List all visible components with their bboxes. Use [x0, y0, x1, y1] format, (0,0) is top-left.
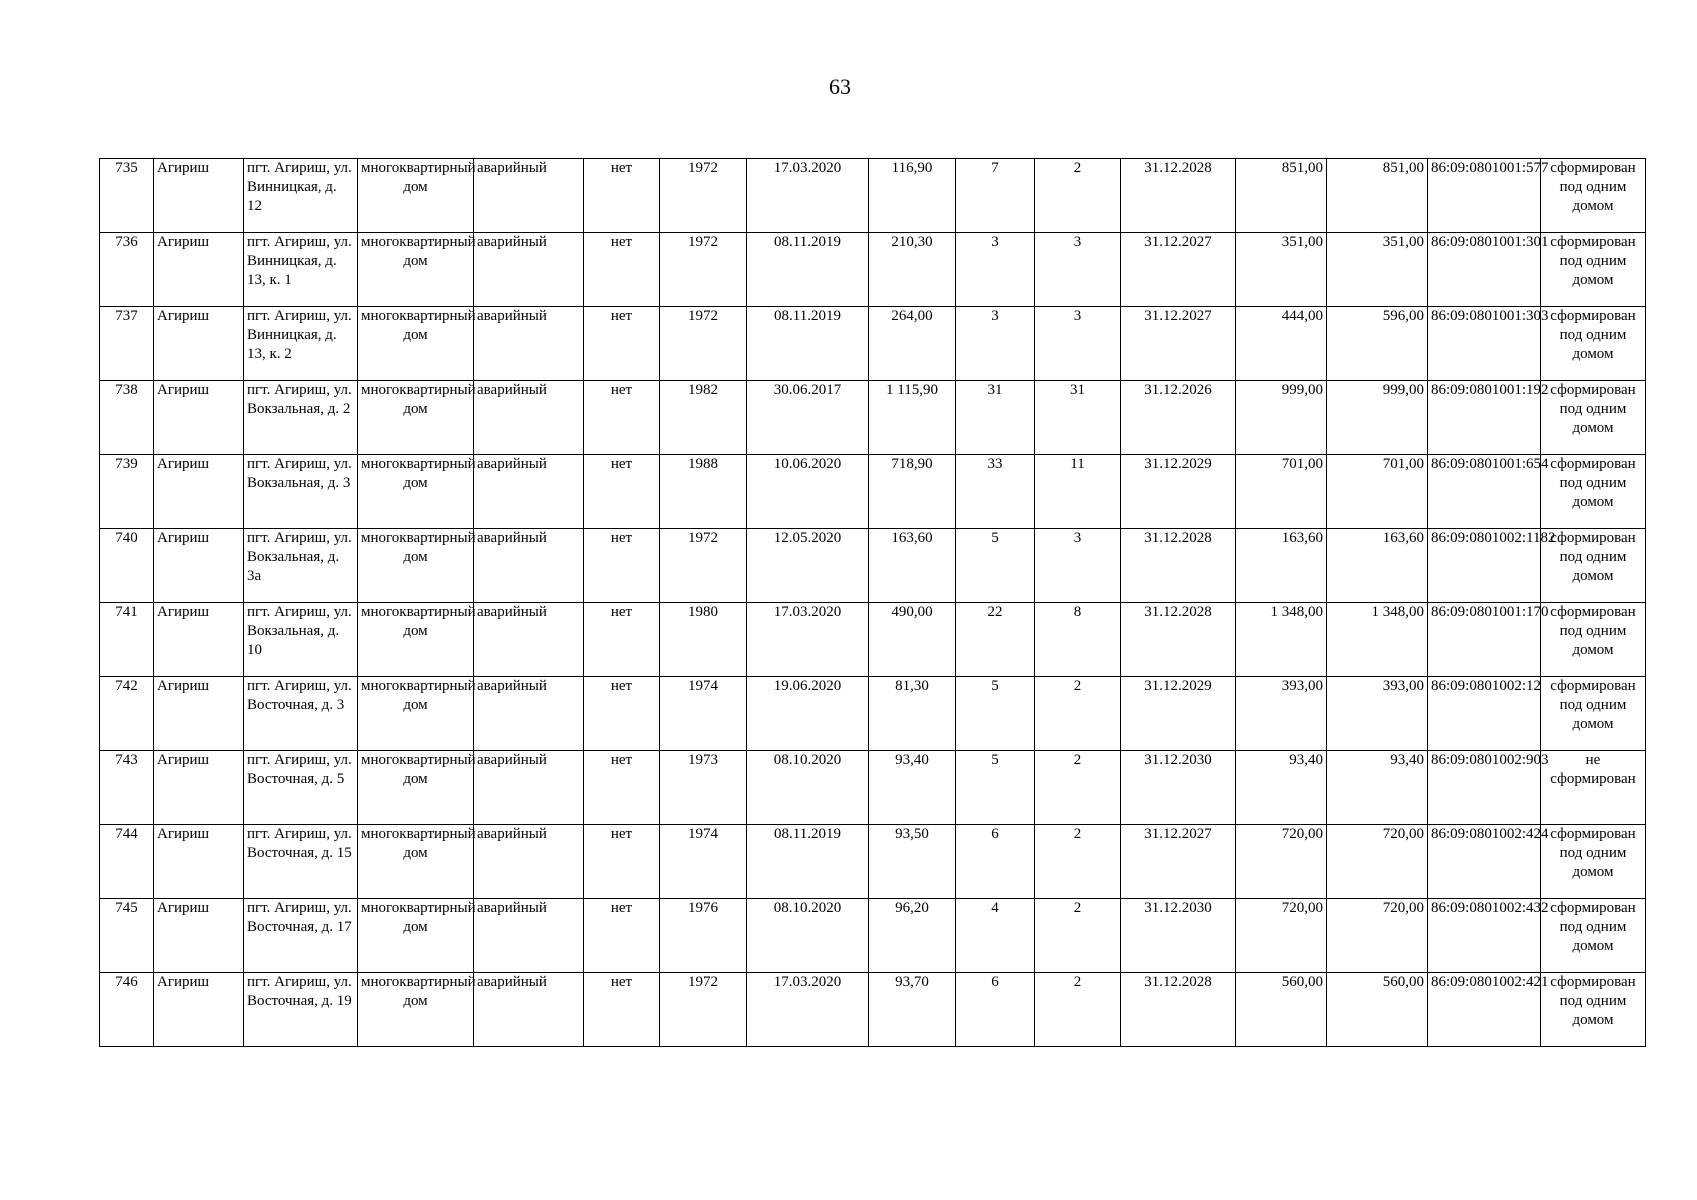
cell-building-type: многоквартирный дом — [358, 973, 474, 1047]
cell-apartments: 2 — [1035, 159, 1121, 233]
cell-flag: нет — [584, 825, 660, 899]
cell-row-number: 740 — [100, 529, 154, 603]
cell-address: пгт. Агириш, ул. Винницкая, д. 12 — [244, 159, 358, 233]
cell-address: пгт. Агириш, ул. Вокзальная, д. 3 — [244, 455, 358, 529]
cell-area: 1 115,90 — [869, 381, 956, 455]
table-body — [100, 159, 1646, 1047]
cell-condition: аварийный — [474, 307, 584, 381]
cell-address: пгт. Агириш, ул. Восточная, д. 17 — [244, 899, 358, 973]
cell-row-number: 738 — [100, 381, 154, 455]
table-row — [100, 603, 1646, 677]
cell-build-year: 1972 — [660, 307, 747, 381]
cell-building-type: многоквартирный дом — [358, 455, 474, 529]
cell-cadastral-number: 86:09:0801002:432 — [1428, 899, 1541, 973]
cell-cadastral-number: 86:09:0801001:303 — [1428, 307, 1541, 381]
cell-apartments: 2 — [1035, 973, 1121, 1047]
cell-residents: 3 — [956, 233, 1035, 307]
cell-recognition-date: 08.11.2019 — [747, 825, 869, 899]
cell-cadastral-number: 86:09:0801002:424 — [1428, 825, 1541, 899]
cell-build-year: 1988 — [660, 455, 747, 529]
cell-flag: нет — [584, 973, 660, 1047]
cell-value-a: 851,00 — [1236, 159, 1327, 233]
cell-build-year: 1974 — [660, 677, 747, 751]
cell-condition: аварийный — [474, 159, 584, 233]
cell-settlement: Агириш — [154, 529, 244, 603]
page-number: 63 — [829, 74, 851, 99]
cell-settlement: Агириш — [154, 233, 244, 307]
cell-relocation-deadline: 31.12.2030 — [1121, 899, 1236, 973]
cell-building-type: многоквартирный дом — [358, 677, 474, 751]
cell-relocation-deadline: 31.12.2027 — [1121, 825, 1236, 899]
cell-relocation-deadline: 31.12.2026 — [1121, 381, 1236, 455]
cell-land-status: сформирован под одним домом — [1541, 307, 1646, 381]
cell-build-year: 1973 — [660, 751, 747, 825]
cell-condition: аварийный — [474, 455, 584, 529]
cell-apartments: 2 — [1035, 751, 1121, 825]
cell-land-status: сформирован под одним домом — [1541, 233, 1646, 307]
cell-cadastral-number: 86:09:0801001:170 — [1428, 603, 1541, 677]
cell-building-type: многоквартирный дом — [358, 751, 474, 825]
table-row — [100, 159, 1646, 233]
cell-settlement: Агириш — [154, 825, 244, 899]
cell-recognition-date: 12.05.2020 — [747, 529, 869, 603]
cell-apartments: 8 — [1035, 603, 1121, 677]
cell-flag: нет — [584, 603, 660, 677]
cell-building-type: многоквартирный дом — [358, 159, 474, 233]
cell-residents: 31 — [956, 381, 1035, 455]
table-row — [100, 973, 1646, 1047]
cell-value-b: 351,00 — [1327, 233, 1428, 307]
cell-row-number: 737 — [100, 307, 154, 381]
table-row — [100, 307, 1646, 381]
cell-value-b: 93,40 — [1327, 751, 1428, 825]
cell-condition: аварийный — [474, 233, 584, 307]
cell-value-b: 701,00 — [1327, 455, 1428, 529]
cell-condition: аварийный — [474, 899, 584, 973]
cell-condition: аварийный — [474, 381, 584, 455]
cell-building-type: многоквартирный дом — [358, 307, 474, 381]
cell-land-status: сформирован под одним домом — [1541, 677, 1646, 751]
cell-value-a: 999,00 — [1236, 381, 1327, 455]
cell-residents: 6 — [956, 825, 1035, 899]
cell-land-status: сформирован под одним домом — [1541, 973, 1646, 1047]
table-row — [100, 899, 1646, 973]
cell-area: 93,50 — [869, 825, 956, 899]
cell-apartments: 3 — [1035, 307, 1121, 381]
cell-area: 490,00 — [869, 603, 956, 677]
cell-cadastral-number: 86:09:0801002:12 — [1428, 677, 1541, 751]
cell-relocation-deadline: 31.12.2028 — [1121, 603, 1236, 677]
cell-value-a: 393,00 — [1236, 677, 1327, 751]
cell-land-status: сформирован под одним домом — [1541, 455, 1646, 529]
cell-row-number: 735 — [100, 159, 154, 233]
cell-recognition-date: 19.06.2020 — [747, 677, 869, 751]
cell-flag: нет — [584, 751, 660, 825]
cell-row-number: 743 — [100, 751, 154, 825]
cell-build-year: 1972 — [660, 233, 747, 307]
cell-address: пгт. Агириш, ул. Восточная, д. 3 — [244, 677, 358, 751]
cell-apartments: 2 — [1035, 899, 1121, 973]
cell-settlement: Агириш — [154, 159, 244, 233]
cell-address: пгт. Агириш, ул. Восточная, д. 5 — [244, 751, 358, 825]
cell-area: 96,20 — [869, 899, 956, 973]
cell-relocation-deadline: 31.12.2028 — [1121, 529, 1236, 603]
cell-row-number: 746 — [100, 973, 154, 1047]
cell-row-number: 739 — [100, 455, 154, 529]
cell-address: пгт. Агириш, ул. Винницкая, д. 13, к. 1 — [244, 233, 358, 307]
cell-address: пгт. Агириш, ул. Восточная, д. 15 — [244, 825, 358, 899]
cell-flag: нет — [584, 307, 660, 381]
cell-land-status: не сформирован — [1541, 751, 1646, 825]
table-row — [100, 233, 1646, 307]
cell-residents: 5 — [956, 529, 1035, 603]
cell-cadastral-number: 86:09:0801001:654 — [1428, 455, 1541, 529]
cell-settlement: Агириш — [154, 899, 244, 973]
cell-value-b: 596,00 — [1327, 307, 1428, 381]
cell-row-number: 742 — [100, 677, 154, 751]
cell-build-year: 1976 — [660, 899, 747, 973]
cell-building-type: многоквартирный дом — [358, 381, 474, 455]
cell-residents: 6 — [956, 973, 1035, 1047]
housing-registry-table — [99, 158, 1646, 1047]
cell-recognition-date: 08.10.2020 — [747, 899, 869, 973]
cell-settlement: Агириш — [154, 455, 244, 529]
cell-land-status: сформирован под одним домом — [1541, 529, 1646, 603]
cell-build-year: 1972 — [660, 159, 747, 233]
cell-value-b: 163,60 — [1327, 529, 1428, 603]
table-row — [100, 751, 1646, 825]
cell-build-year: 1980 — [660, 603, 747, 677]
cell-value-b: 999,00 — [1327, 381, 1428, 455]
cell-condition: аварийный — [474, 825, 584, 899]
cell-residents: 7 — [956, 159, 1035, 233]
cell-building-type: многоквартирный дом — [358, 603, 474, 677]
cell-settlement: Агириш — [154, 307, 244, 381]
cell-address: пгт. Агириш, ул. Вокзальная, д. 10 — [244, 603, 358, 677]
cell-area: 210,30 — [869, 233, 956, 307]
cell-recognition-date: 17.03.2020 — [747, 159, 869, 233]
cell-recognition-date: 08.10.2020 — [747, 751, 869, 825]
cell-land-status: сформирован под одним домом — [1541, 159, 1646, 233]
cell-building-type: многоквартирный дом — [358, 825, 474, 899]
cell-flag: нет — [584, 899, 660, 973]
cell-relocation-deadline: 31.12.2029 — [1121, 455, 1236, 529]
cell-build-year: 1972 — [660, 529, 747, 603]
cell-cadastral-number: 86:09:0801002:1182 — [1428, 529, 1541, 603]
cell-apartments: 2 — [1035, 677, 1121, 751]
cell-residents: 3 — [956, 307, 1035, 381]
cell-recognition-date: 10.06.2020 — [747, 455, 869, 529]
cell-condition: аварийный — [474, 529, 584, 603]
cell-area: 81,30 — [869, 677, 956, 751]
cell-row-number: 745 — [100, 899, 154, 973]
cell-apartments: 2 — [1035, 825, 1121, 899]
cell-value-a: 1 348,00 — [1236, 603, 1327, 677]
cell-residents: 4 — [956, 899, 1035, 973]
cell-row-number: 744 — [100, 825, 154, 899]
cell-cadastral-number: 86:09:0801001:301 — [1428, 233, 1541, 307]
cell-apartments: 3 — [1035, 233, 1121, 307]
cell-area: 163,60 — [869, 529, 956, 603]
cell-value-a: 720,00 — [1236, 825, 1327, 899]
cell-build-year: 1972 — [660, 973, 747, 1047]
cell-area: 264,00 — [869, 307, 956, 381]
cell-settlement: Агириш — [154, 751, 244, 825]
cell-cadastral-number: 86:09:0801002:903 — [1428, 751, 1541, 825]
cell-residents: 5 — [956, 677, 1035, 751]
cell-flag: нет — [584, 677, 660, 751]
cell-address: пгт. Агириш, ул. Вокзальная, д. 3а — [244, 529, 358, 603]
cell-value-a: 93,40 — [1236, 751, 1327, 825]
cell-recognition-date: 08.11.2019 — [747, 233, 869, 307]
cell-value-b: 1 348,00 — [1327, 603, 1428, 677]
table-row — [100, 381, 1646, 455]
cell-land-status: сформирован под одним домом — [1541, 899, 1646, 973]
cell-recognition-date: 17.03.2020 — [747, 603, 869, 677]
cell-relocation-deadline: 31.12.2027 — [1121, 307, 1236, 381]
cell-recognition-date: 30.06.2017 — [747, 381, 869, 455]
cell-area: 93,70 — [869, 973, 956, 1047]
table-row — [100, 825, 1646, 899]
cell-condition: аварийный — [474, 751, 584, 825]
cell-relocation-deadline: 31.12.2028 — [1121, 159, 1236, 233]
cell-value-b: 720,00 — [1327, 899, 1428, 973]
cell-value-b: 393,00 — [1327, 677, 1428, 751]
cell-cadastral-number: 86:09:0801002:421 — [1428, 973, 1541, 1047]
cell-build-year: 1974 — [660, 825, 747, 899]
cell-recognition-date: 08.11.2019 — [747, 307, 869, 381]
cell-residents: 33 — [956, 455, 1035, 529]
cell-flag: нет — [584, 233, 660, 307]
cell-address: пгт. Агириш, ул. Вокзальная, д. 2 — [244, 381, 358, 455]
cell-build-year: 1982 — [660, 381, 747, 455]
cell-building-type: многоквартирный дом — [358, 899, 474, 973]
cell-area: 718,90 — [869, 455, 956, 529]
cell-cadastral-number: 86:09:0801001:577 — [1428, 159, 1541, 233]
cell-area: 116,90 — [869, 159, 956, 233]
cell-value-b: 720,00 — [1327, 825, 1428, 899]
cell-value-a: 351,00 — [1236, 233, 1327, 307]
cell-value-a: 560,00 — [1236, 973, 1327, 1047]
cell-value-b: 851,00 — [1327, 159, 1428, 233]
cell-residents: 5 — [956, 751, 1035, 825]
cell-relocation-deadline: 31.12.2027 — [1121, 233, 1236, 307]
cell-area: 93,40 — [869, 751, 956, 825]
cell-condition: аварийный — [474, 973, 584, 1047]
cell-relocation-deadline: 31.12.2029 — [1121, 677, 1236, 751]
cell-building-type: многоквартирный дом — [358, 233, 474, 307]
cell-flag: нет — [584, 455, 660, 529]
cell-address: пгт. Агириш, ул. Винницкая, д. 13, к. 2 — [244, 307, 358, 381]
cell-value-b: 560,00 — [1327, 973, 1428, 1047]
cell-apartments: 31 — [1035, 381, 1121, 455]
cell-flag: нет — [584, 159, 660, 233]
cell-row-number: 736 — [100, 233, 154, 307]
cell-value-a: 444,00 — [1236, 307, 1327, 381]
cell-settlement: Агириш — [154, 973, 244, 1047]
table-row — [100, 455, 1646, 529]
cell-building-type: многоквартирный дом — [358, 529, 474, 603]
cell-land-status: сформирован под одним домом — [1541, 825, 1646, 899]
cell-value-a: 163,60 — [1236, 529, 1327, 603]
cell-land-status: сформирован под одним домом — [1541, 381, 1646, 455]
cell-settlement: Агириш — [154, 677, 244, 751]
cell-settlement: Агириш — [154, 381, 244, 455]
cell-land-status: сформирован под одним домом — [1541, 603, 1646, 677]
table-row — [100, 529, 1646, 603]
cell-flag: нет — [584, 529, 660, 603]
cell-cadastral-number: 86:09:0801001:192 — [1428, 381, 1541, 455]
cell-value-a: 720,00 — [1236, 899, 1327, 973]
cell-flag: нет — [584, 381, 660, 455]
cell-relocation-deadline: 31.12.2030 — [1121, 751, 1236, 825]
table-row — [100, 677, 1646, 751]
cell-apartments: 11 — [1035, 455, 1121, 529]
cell-settlement: Агириш — [154, 603, 244, 677]
cell-condition: аварийный — [474, 677, 584, 751]
cell-residents: 22 — [956, 603, 1035, 677]
cell-recognition-date: 17.03.2020 — [747, 973, 869, 1047]
cell-row-number: 741 — [100, 603, 154, 677]
cell-relocation-deadline: 31.12.2028 — [1121, 973, 1236, 1047]
cell-condition: аварийный — [474, 603, 584, 677]
cell-value-a: 701,00 — [1236, 455, 1327, 529]
cell-apartments: 3 — [1035, 529, 1121, 603]
cell-address: пгт. Агириш, ул. Восточная, д. 19 — [244, 973, 358, 1047]
